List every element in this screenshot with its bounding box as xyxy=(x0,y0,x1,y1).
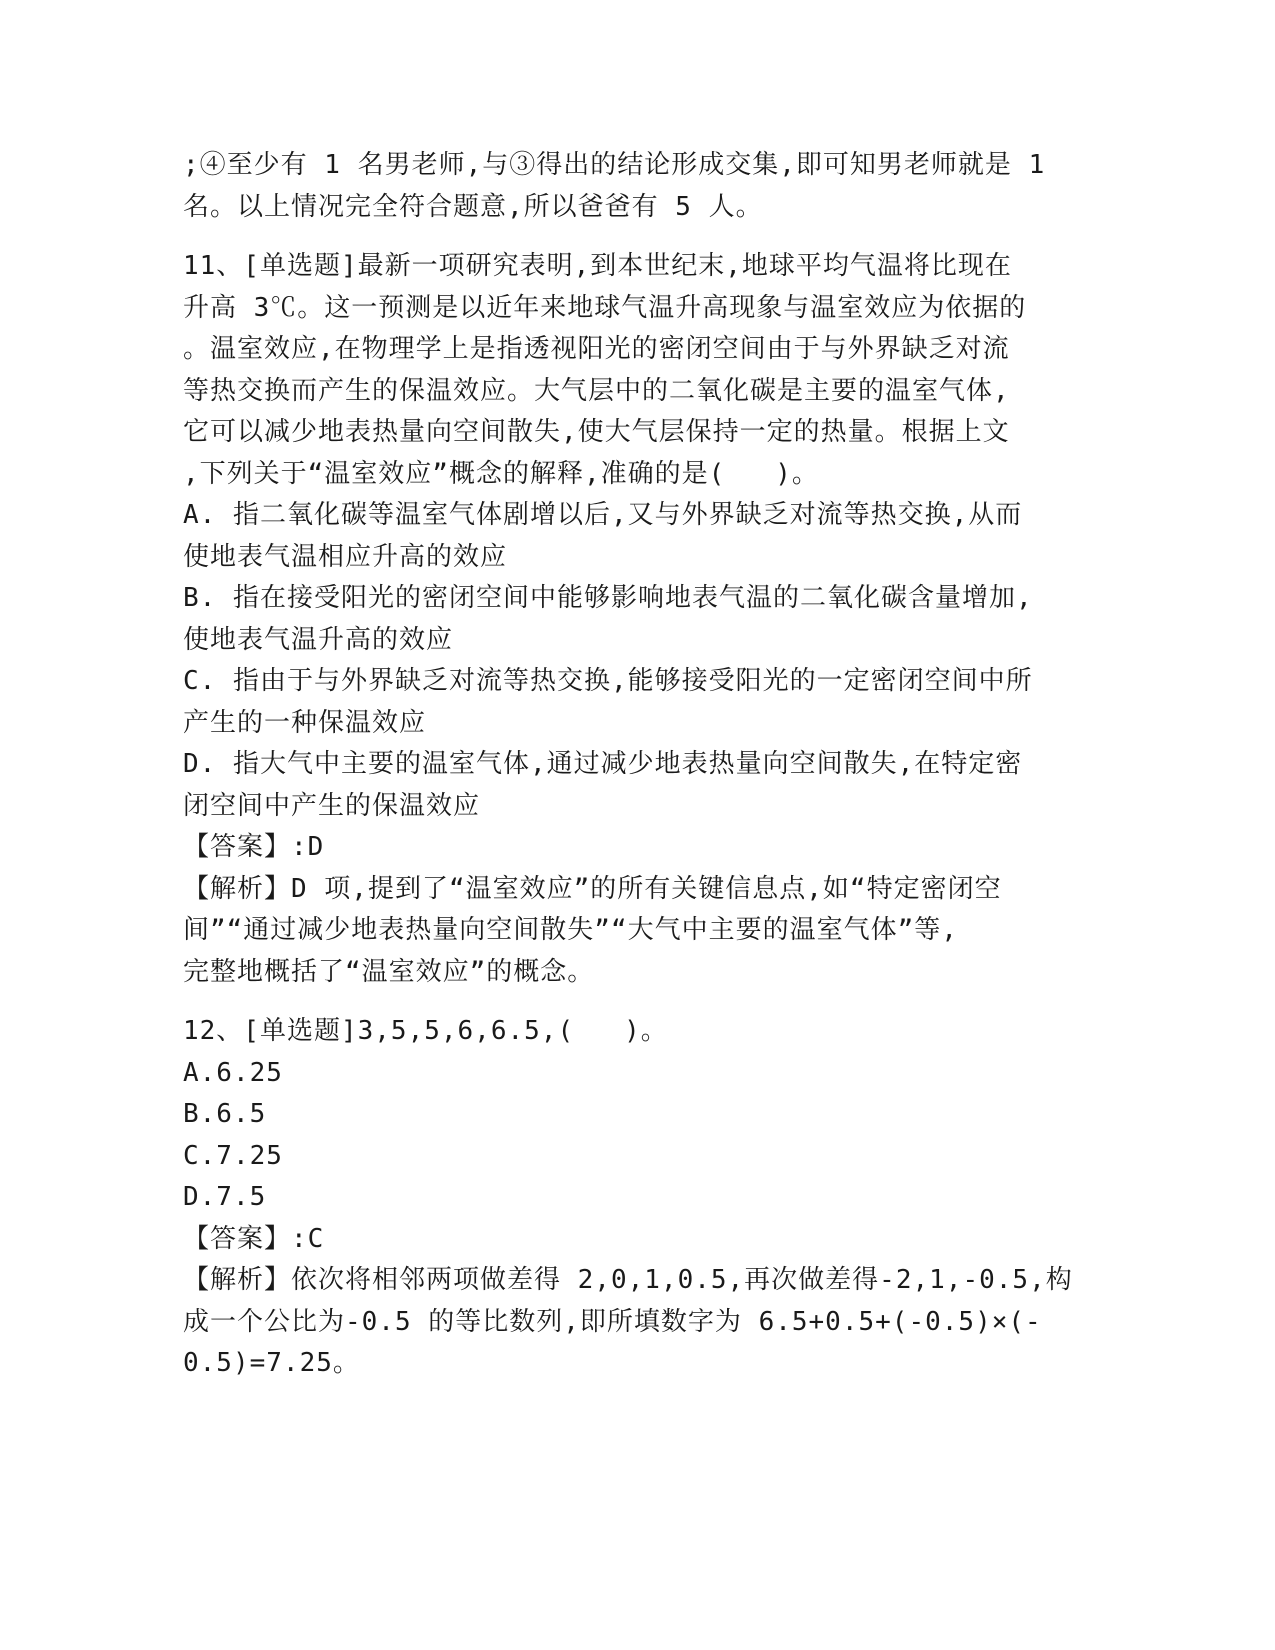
option-line: D. 指大气中主要的温室气体,通过减少地表热量向空间散失,在特定密 xyxy=(183,749,1023,779)
option-line: 产生的一种保温效应 xyxy=(183,707,427,738)
option-b xyxy=(183,578,1083,661)
option-a: A.6.25 xyxy=(183,1057,283,1088)
analysis xyxy=(183,1260,1083,1385)
question-stem-line: 它可以减少地表热量向空间散失,使大气层保持一定的热量。根据上文 xyxy=(183,417,1010,447)
option-a xyxy=(183,495,1083,578)
analysis-line: 0.5)=7.25。 xyxy=(183,1348,360,1378)
text-line: 名。以上情况完全符合题意,所以爸爸有 5 人。 xyxy=(183,191,763,222)
analysis-line: 间”“通过减少地表热量向空间散失”“大气中主要的温室气体”等, xyxy=(183,915,958,945)
option-c xyxy=(183,661,1083,744)
option-line: A. 指二氧化碳等温室气体剧增以后,又与外界缺乏对流等热交换,从而 xyxy=(183,500,1023,530)
analysis-line: 完整地概括了“温室效应”的概念。 xyxy=(183,956,595,987)
option-line: B. 指在接受阳光的密闭空间中能够影响地表气温的二氧化碳含量增加, xyxy=(183,583,1033,613)
analysis-line: 【解析】D 项,提到了“温室效应”的所有关键信息点,如“特定密闭空 xyxy=(183,873,1002,904)
option-d: D.7.5 xyxy=(183,1182,267,1212)
question-stem-line: 升高 3℃。这一预测是以近年来地球气温升高现象与温室效应为依据的 xyxy=(183,292,1027,323)
intro-paragraph xyxy=(183,145,1083,228)
answer-line: 【答案】:D xyxy=(183,832,325,862)
question-stem-line: 。温室效应,在物理学上是指透视阳光的密闭空间由于与外界缺乏对流 xyxy=(183,334,1010,364)
analysis-line: 成一个公比为-0.5 的等比数列,即所填数字为 6.5+0.5+(-0.5)×(- xyxy=(183,1306,1042,1337)
analysis xyxy=(183,869,1083,994)
question-stem-line: 11、[单选题]最新一项研究表明,到本世纪末,地球平均气温将比现在 xyxy=(183,251,1012,281)
question-stem-line: ,下列关于“温室效应”概念的解释,准确的是( )。 xyxy=(183,458,819,489)
option-line: 使地表气温升高的效应 xyxy=(183,624,454,655)
option-c: C.7.25 xyxy=(183,1140,283,1171)
question-12 xyxy=(183,1011,1083,1385)
question-stem-line: 12、[单选题]3,5,5,6,6.5,( )。 xyxy=(183,1016,668,1046)
question-11 xyxy=(183,246,1083,993)
document-page xyxy=(183,145,1083,1385)
text-line: ;④至少有 1 名男老师,与③得出的结论形成交集,即可知男老师就是 1 xyxy=(183,150,1046,180)
option-line: 闭空间中产生的保温效应 xyxy=(183,790,481,821)
option-line: C. 指由于与外界缺乏对流等热交换,能够接受阳光的一定密闭空间中所 xyxy=(183,666,1033,696)
option-b: B.6.5 xyxy=(183,1099,267,1129)
option-line: 使地表气温相应升高的效应 xyxy=(183,541,508,572)
answer-line: 【答案】:C xyxy=(183,1223,325,1254)
question-stem-line: 等热交换而产生的保温效应。大气层中的二氧化碳是主要的温室气体, xyxy=(183,375,1010,406)
analysis-line: 【解析】依次将相邻两项做差得 2,0,1,0.5,再次做差得-2,1,-0.5,构 xyxy=(183,1265,1073,1295)
option-d xyxy=(183,744,1083,827)
